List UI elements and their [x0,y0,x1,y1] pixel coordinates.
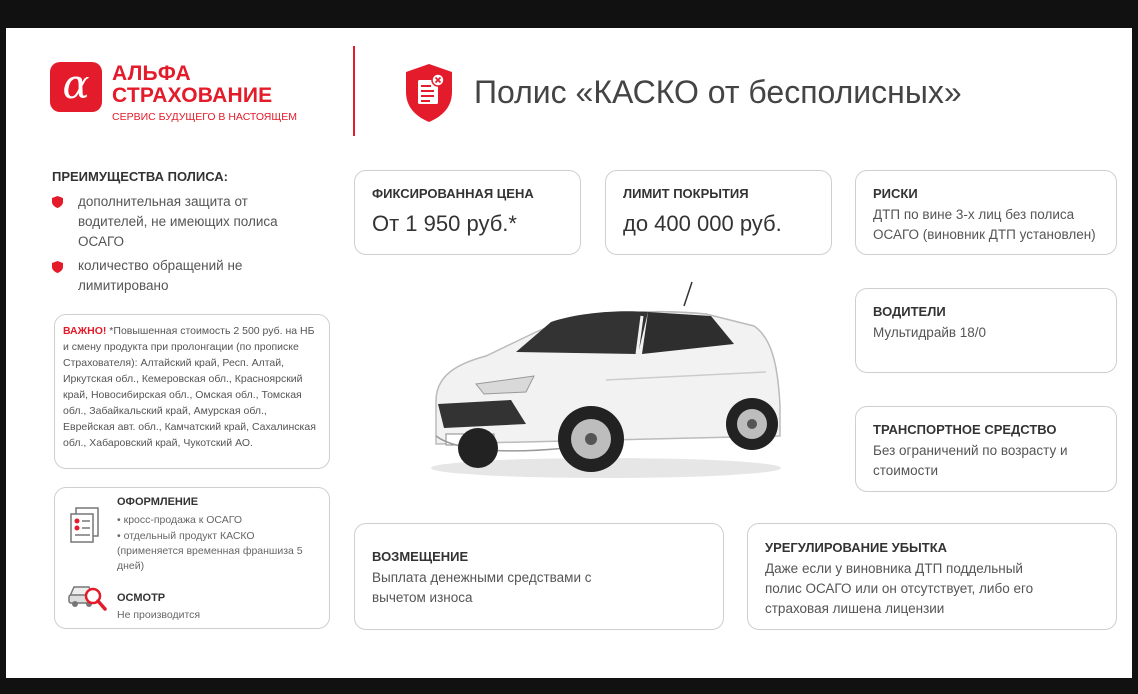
registration-item: • кросс-продажа к ОСАГО [117,514,243,526]
registration-item-text: отдельный продукт КАСКО (применяется временная франшиза 5 дней) [117,530,303,572]
important-note [54,314,330,469]
vehicle-card [855,406,1117,492]
registration-box [54,487,330,629]
registration-item-text: кросс-продажа к ОСАГО [123,514,243,526]
note-text: *Повышенная стоимость 2 500 руб. на НБ и смену продукта при пролонгации (по прописке Страхователя): Алтайский край, Респ. Алтай, Иркутская обл., Кемеровская обл., Красноярский край, Новосибирская обл., Омская обл., Томская обл., Забайкальский край, Амурская обл., Еврейская авт. обл., Камчатский край, Сахалинская обл., Хабаровский край, Чукотский АО. [63,325,316,449]
drivers-heading: ВОДИТЕЛИ [873,304,946,319]
compensation-card [354,523,724,630]
slide [6,28,1132,678]
logo-tagline: СЕРВИС БУДУЩЕГО В НАСТОЯЩЕМ [112,111,297,123]
note-label: ВАЖНО! [63,325,107,337]
drivers-text: Мультидрайв 18/0 [873,325,987,340]
documents-icon [67,506,103,546]
inspection-heading: ОСМОТР [117,592,166,604]
risks-card [855,170,1117,255]
car-magnifier-icon [67,576,109,612]
registration-item: • отдельный продукт КАСКО (применяется временная франшиза 5 дней) [117,530,303,572]
price-value: От 1 950 руб.* [372,211,517,236]
advantage-item: дополнительная защита от водителей, не имеющих полиса ОСАГО [78,194,278,249]
limit-value: до 400 000 руб. [623,211,782,236]
limit-heading: ЛИМИТ ПОКРЫТИЯ [623,186,749,201]
settlement-card [747,523,1117,630]
price-card [354,170,581,255]
shield-bullet-icon [52,261,63,273]
risks-heading: РИСКИ [873,186,918,201]
page-title: Полис «КАСКО от бесполисных» [474,74,962,110]
logo-line1: АЛЬФА [112,62,191,85]
registration-heading: ОФОРМЛЕНИЕ [117,496,199,508]
shield-bullet-icon [52,196,63,208]
advantages-heading: ПРЕИМУЩЕСТВА ПОЛИСА: [52,169,228,184]
settlement-text: Даже если у виновника ДТП поддельный полис ОСАГО или он отсутствует, либо его страховая лишена лицензии [765,561,1034,616]
inspection-text: Не производится [117,609,201,621]
risks-text: ДТП по вине 3-х лиц без полиса ОСАГО (виновник ДТП установлен) [873,207,1096,242]
compensation-heading: ВОЗМЕЩЕНИЕ [372,549,469,564]
settlement-heading: УРЕГУЛИРОВАНИЕ УБЫТКА [765,540,948,555]
advantage-item: количество обращений не лимитировано [78,258,243,293]
logo-mark: α [50,62,102,112]
vehicle-text: Без ограничений по возрасту и стоимости [873,443,1068,478]
logo-line2: СТРАХОВАНИЕ [112,84,273,107]
limit-card [605,170,832,255]
price-heading: ФИКСИРОВАННАЯ ЦЕНА [372,186,534,201]
drivers-card [855,288,1117,373]
car-image [416,276,788,482]
compensation-text: Выплата денежными средствами с вычетом износа [372,570,592,605]
vehicle-heading: ТРАНСПОРТНОЕ СРЕДСТВО [873,422,1057,437]
shield-document-icon [402,62,456,124]
header-divider [353,46,355,136]
